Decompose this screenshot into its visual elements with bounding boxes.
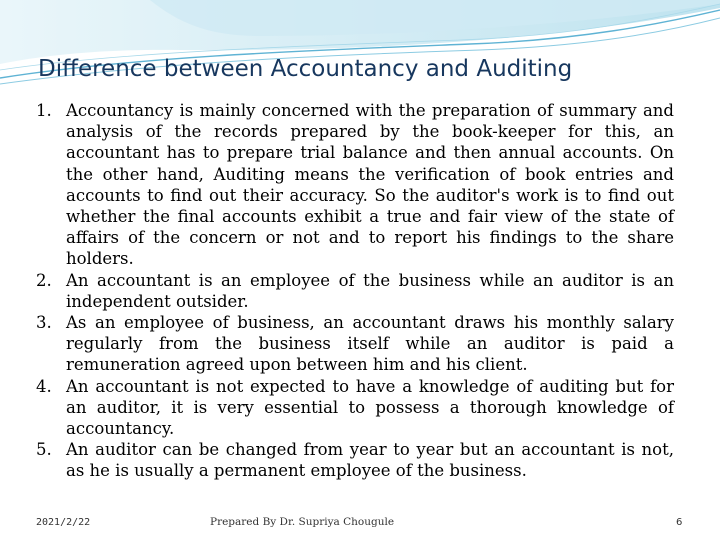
list-item-number: 1. [36, 101, 52, 120]
list-item [36, 376, 674, 440]
list-item-text: An accountant is not expected to have a knowledge of auditing but for an auditor, it is very essential to possess a thorough knowledge of accountancy. [66, 376, 674, 439]
header-wave-decoration [0, 0, 720, 100]
page-number: 6 [676, 517, 683, 528]
list-item-text: An accountant is an employee of the business while an auditor is an independent outsider. [66, 270, 674, 311]
list-item-number: 3. [36, 313, 52, 333]
points-list [36, 100, 674, 482]
list-item-number: 4. [36, 376, 52, 396]
slide-title: Difference between Accountancy and Auditing [38, 56, 573, 82]
footer-date: 2021/2/22 [36, 517, 91, 528]
list-item [36, 270, 674, 312]
list-item-number: 2. [36, 270, 52, 290]
footer-credit: Prepared By Dr. Supriya Chougule [210, 516, 395, 528]
list-item [36, 100, 674, 270]
list-item [36, 312, 674, 376]
list-item [36, 439, 674, 481]
list-item-number: 5. [36, 440, 52, 460]
list-item-text: As an employee of business, an accountant draws his monthly salary regularly from the business itself while an auditor is paid a remuneration agreed upon between him and his client. [66, 313, 674, 375]
list-item-text: An auditor can be changed from year to year but an accountant is not, as he is usually a permanent employee of the business. [66, 440, 674, 481]
list-item-text: Accountancy is mainly concerned with the preparation of summary and analysis of the records prepared by the book-keeper for this, an accountant has to prepare trial balance and then annual accounts. On the other hand, Auditing means the verification of book entries and accounts to find out their accuracy. So the auditor's work is to find out whether the final accounts exhibit a true and fair view of the state of affairs of the concern or not and to report his findings to the share holders. [66, 101, 674, 269]
